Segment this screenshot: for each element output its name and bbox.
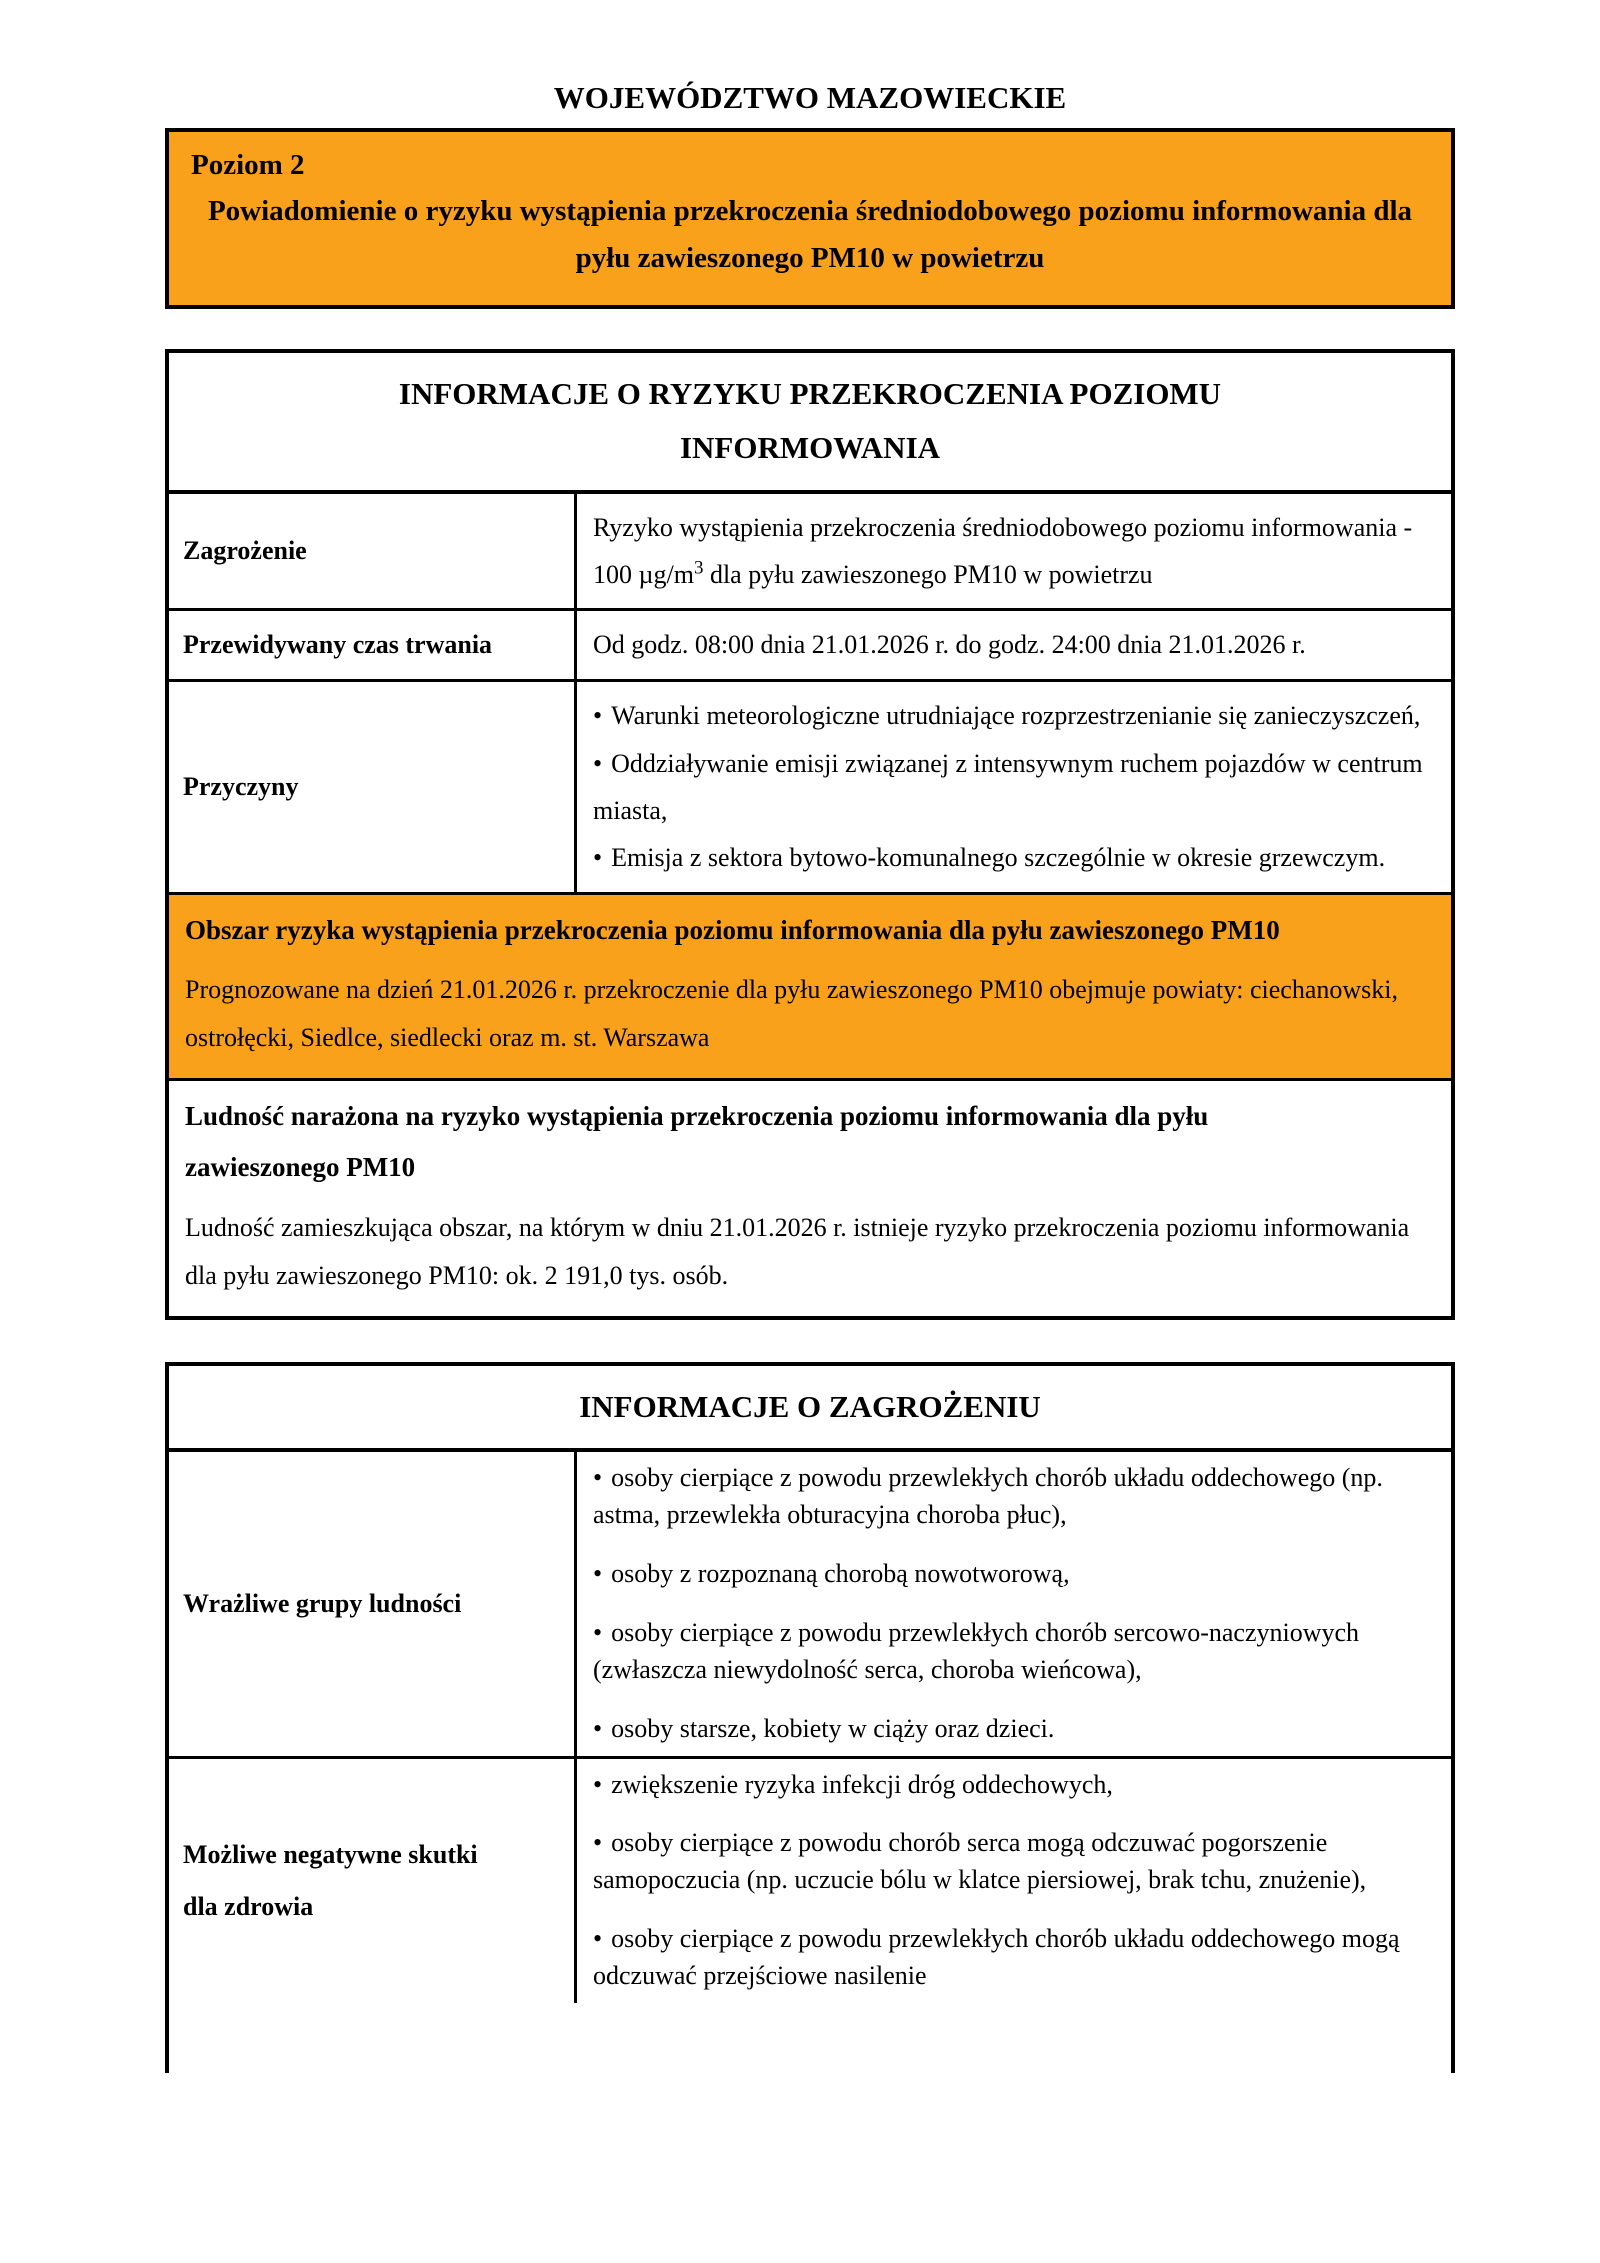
row-value-cell: [577, 682, 1451, 891]
page-title: WOJEWÓDZTWO MAZOWIECKIE: [553, 80, 1067, 115]
row-label-cell: [169, 1452, 577, 1755]
bullet-icon: •: [593, 1713, 603, 1743]
population-heading: Ludność narażona na ryzyko wystąpienia przekroczenia poziomu informowania dla pyłu zawieszonego PM10: [185, 1101, 1209, 1183]
table-row-czas: [169, 608, 1451, 679]
risk-table-title: INFORMACJE O RYZYKU PRZEKROCZENIA POZIOMU INFORMOWANIA: [398, 376, 1222, 466]
list-item-text: Warunki meteorologiczne utrudniające rozprzestrzenianie się zanieczyszczeń,: [611, 701, 1421, 731]
bullet-icon: •: [593, 748, 603, 778]
list-item-text: Oddziaływanie emisji związanej z intensywnym ruchem pojazdów w centrum miasta,: [593, 748, 1423, 825]
list-item-text: osoby cierpiące z powodu przewlekłych chorób układu oddechowego (np. astma, przewlekła obturacyjna choroba płuc),: [593, 1463, 1383, 1529]
row-value-cell: [577, 611, 1451, 679]
row-label: Wrażliwe grupy ludności: [183, 1588, 462, 1618]
risk-area-heading: Obszar ryzyka wystąpienia przekroczenia poziomu informowania dla pyłu zawieszonego PM10: [185, 914, 1280, 945]
risk-area-body: Prognozowane na dzień 21.01.2026 r. przekroczenie dla pyłu zawieszonego PM10 obejmuje powiaty: ciechanowski, ostrołęcki, Siedlce, siedlecki oraz m. st. Warszawa: [185, 974, 1398, 1052]
row-label-cell: [169, 682, 577, 891]
row-label-cell: [169, 611, 577, 679]
table-row-zagrozenie: [169, 494, 1451, 609]
population-section: [169, 1078, 1451, 1316]
row-label: Możliwe negatywne skutki dla zdrowia: [183, 1839, 478, 1921]
bullet-icon: •: [593, 701, 603, 731]
alert-level-label: Poziom 2: [191, 149, 305, 181]
list-item: [593, 834, 1427, 881]
bullet-icon: •: [593, 1769, 603, 1799]
document-content: [165, 0, 1455, 2073]
list-item-text: Emisja z sektora bytowo-komunalnego szczególnie w okresie grzewczym.: [611, 843, 1386, 873]
zagrozenie-value-text-end: dla pyłu zawieszonego PM10 w powietrzu: [703, 559, 1153, 589]
row-value-cell: [577, 1759, 1451, 2004]
list-item: [593, 740, 1427, 835]
alert-heading: Powiadomienie o ryzyku wystąpienia przekroczenia średniodobowego poziomu informowania dla pyłu zawieszonego PM10 w powietrzu: [207, 195, 1413, 274]
row-label: Przewidywany czas trwania: [183, 630, 493, 660]
risk-area-section: [169, 892, 1451, 1078]
list-item: [593, 1767, 1427, 1804]
list-item-text: osoby cierpiące z powodu przewlekłych chorób układu oddechowego mogą odczuwać przejściowe nasilenie: [593, 1924, 1400, 1991]
superscript-3: 3: [693, 557, 704, 579]
list-item: [593, 1460, 1427, 1534]
bullet-icon: •: [593, 1558, 603, 1588]
table-row-skutki: [169, 1756, 1451, 2004]
list-item: [593, 1921, 1427, 1995]
list-item: [593, 1556, 1427, 1593]
list-item: [593, 1825, 1427, 1899]
list-item: [593, 692, 1427, 739]
bullet-icon: •: [593, 1828, 603, 1858]
czas-value-text: Od godz. 08:00 dnia 21.01.2026 r. do godz. 24:00 dnia 21.01.2026 r.: [593, 630, 1306, 660]
list-item: [593, 1615, 1427, 1689]
list-item-text: osoby cierpiące z powodu przewlekłych chorób sercowo-naczyniowych (zwłaszcza niewydolność serca, choroba wieńcowa),: [593, 1617, 1360, 1684]
list-item: [593, 1711, 1427, 1748]
row-label: Przyczyny: [183, 771, 299, 801]
table-row-przyczyny: [169, 679, 1451, 891]
bullet-icon: •: [593, 1463, 603, 1493]
risk-table-header: [169, 353, 1451, 494]
hazard-table-title: INFORMACJE O ZAGROŻENIU: [579, 1388, 1041, 1424]
list-item-text: zwiększenie ryzyka infekcji dróg oddechowych,: [611, 1769, 1113, 1799]
bullet-icon: •: [593, 1617, 603, 1647]
bullet-icon: •: [593, 843, 603, 873]
row-value-cell: [577, 494, 1451, 609]
risk-info-table: [165, 349, 1455, 1320]
population-body: Ludność zamieszkująca obszar, na którym w dniu 21.01.2026 r. istnieje ryzyko przekroczenia poziomu informowania dla pyłu zawieszonego PM10: ok. 2 191,0 tys. osób.: [185, 1212, 1410, 1290]
list-item-text: osoby cierpiące z powodu chorób serca mogą odczuwać pogorszenie samopoczucia (np. uczucie bólu w klatce piersiowej, brak tchu, znużenie),: [593, 1828, 1367, 1895]
row-label: Zagrożenie: [183, 535, 307, 565]
alert-banner: [165, 128, 1455, 309]
row-value-cell: [577, 1452, 1451, 1755]
list-item-text: osoby z rozpoznaną chorobą nowotworową,: [611, 1558, 1070, 1588]
hazard-table-header: [169, 1366, 1451, 1452]
row-label-cell: [169, 1759, 577, 2004]
bullet-icon: •: [593, 1924, 603, 1954]
row-label-cell: [169, 494, 577, 609]
zagrozenie-value-text: Ryzyko wystąpienia przekroczenia średniodobowego poziomu informowania - 100 µg/m: [593, 512, 1413, 589]
hazard-info-table: [165, 1362, 1455, 2073]
table-row-wrazliwe: [169, 1452, 1451, 1755]
list-item-text: osoby starsze, kobiety w ciąży oraz dzieci.: [611, 1713, 1055, 1743]
